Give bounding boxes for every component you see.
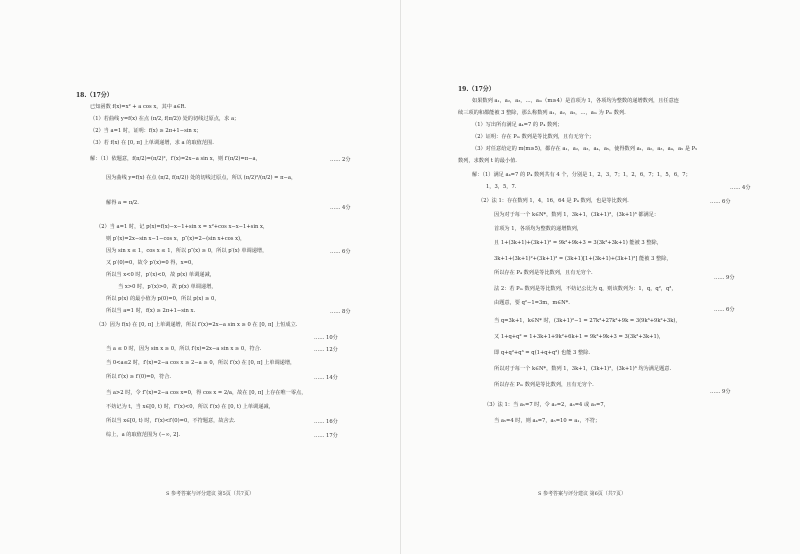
sol-line: 解：（1）依题意，f(π/2)=(π/2)²，f′(x)=2x−a sin x，则 f′(π/2)=π−a， (90, 156, 261, 162)
sol-line: 所以存在 P₄ 数列是等比数列，且有无穷个. (494, 270, 593, 276)
q19-part3: 数列，求数列 t 的最小值. (458, 158, 517, 164)
sol-line: 当 a>2 时，令 f″(x)=2−a cos x=0，得 cos x = 2/a，故在 [0, π] 上存在唯一零点， (106, 390, 307, 396)
points: …… 6分 (714, 307, 735, 313)
points: …… 4分 (330, 205, 351, 211)
q19-stem: 续三项的和都能被 3 整除，那么称数列 a₁，a₂，a₃，…，aₘ 为 Pₘ 数列. (458, 110, 626, 116)
sol-line: 解得 a = π/2. (106, 200, 139, 206)
sol-line: 当 x>0 时，p′(x)>0，故 p(x) 单调递增， (118, 284, 217, 290)
points: …… 14分 (314, 375, 338, 381)
sol-line: 不妨记为 t，当 x∈[0, t) 时，f″(x)<0，所以 f′(x) 在 [0, t) 上单调递减， (106, 404, 274, 410)
sol-line: 所以 f′(x) ≥ f′(0)=0，符合. (106, 374, 172, 380)
q18-part1: （1）若曲线 y=f(x) 在点 (π/2, f(π/2)) 处的切线过原点，求 a； (90, 116, 240, 122)
points: …… 16分 (314, 419, 338, 425)
sol-line: 因为对于每一个 k∈N*，数列 1，3k+1，(3k+1)²，(3k+1)³ 都满足： (494, 212, 660, 218)
points: …… 6分 (330, 249, 351, 255)
sol-line: 又 1+q+q² = 1+3k+1+9k²+6k+1 = 9k²+9k+3 = 3(3k²+3k+1)， (494, 334, 664, 340)
sol-line: 当 a ≤ 0 时，因为 sin x ≥ 0，所以 f′(x)=2x−a sin x ≥ 0，符合. (106, 346, 262, 352)
q19-part1: （1）写出所有满足 a₄=7 的 P₄ 数列； (472, 122, 563, 128)
page-footer: S 参考答案与评分建议 第5页（共7页） (166, 491, 254, 497)
q18-stem: 已知函数 f(x)=x² + a cos x，其中 a∈R. (90, 104, 186, 110)
right-page (400, 0, 800, 554)
sol-line: 且 1+(3k+1)+(3k+1)² = 9k²+9k+3 = 3(3k²+3k+1) 能被 3 整除， (494, 240, 662, 246)
sol-line: 所以当 x<0 时，p′(x)<0，故 p(x) 单调递减， (106, 272, 215, 278)
sol-line: 则 p′(x)=2x−sin x−1−cos x，p″(x)=2−(sin x+cos x)， (106, 236, 246, 242)
q19-part2: （2）证明：存在 Pₘ 数列是等比数列，且有无穷个； (472, 134, 595, 140)
sol-line: 因为曲线 y=f(x) 在点 (π/2, f(π/2)) 处的切线过原点，所以 (π/2)²/(π/2) = π−a， (106, 175, 297, 181)
points: …… 8分 (330, 309, 351, 315)
sol-line: 又 p′(0)=0，故令 p′(x)=0 得，x=0， (106, 260, 197, 266)
page-footer: S 参考答案与评分建议 第6页（共7页） (538, 491, 626, 497)
q18-part2: （2）当 a=1 时，证明：f(x) ≥ 2π+1−sin x； (90, 128, 202, 134)
sol-line: 因为 sin x ≤ 1，cos x ≤ 1，所以 p″(x) ≥ 0，所以 p′(x) 单调递增， (106, 248, 268, 254)
points: …… 6分 (710, 199, 731, 205)
points: …… 17分 (314, 433, 338, 439)
points: …… 4分 (730, 185, 751, 191)
points: …… 9分 (710, 389, 731, 395)
points: …… 2分 (330, 157, 351, 163)
sol-line: （2）法 1：存在数列 1，4，16，64 是 P₄ 数列，也是等比数列. (478, 198, 629, 204)
sol-line: （3）因为 f(x) 在 [0, π] 上单调递增，所以 f′(x)=2x−a sin x ≥ 0 在 [0, π] 上恒成立. (96, 322, 298, 328)
sol-line: 所以当 x∈[0, t) 时，f′(x)<f′(0)=0，不符题意，故舍去. (106, 418, 236, 424)
points: …… 10分 (314, 335, 338, 341)
points: …… 9分 (714, 275, 735, 281)
sol-line: 首项为 1，各项均为整数的递增数列， (494, 226, 582, 232)
q19-title: 19.（17分） (458, 86, 495, 93)
q19-part3: （3）对任意给定的 m(m≥5)，都存在 a₁，a₂，a₃，a₄，a₅，使得数列 a₁，a₂，a₃，a₄，a₅ 是 P₅ (472, 146, 698, 152)
q18-part3: （3）若 f(x) 在 [0, π] 上单调递增，求 a 的取值范围. (90, 140, 214, 146)
sol-line: 1，3，5，7. (486, 184, 517, 190)
sol-line: 所以 p(x) 的最小值为 p(0)=0，所以 p(x) ≥ 0， (106, 296, 220, 302)
sol-line: 当 0<a≤2 时，f′(x)=2−a cos x ≥ 2−a ≥ 0，所以 f′(x) 在 [0, π] 上单调递增， (106, 360, 296, 366)
sol-line: （2）当 a=1 时，记 p(x)=f(x)−x−1+sin x = x²+cos x−x−1+sin x， (96, 224, 269, 230)
points: …… 12分 (314, 347, 338, 353)
q19-stem: 如果数列 a₁，a₂，a₃，…，aₘ（m≥4）是首项为 1，各项均为整数的递增数列，且任意连 (472, 98, 679, 104)
sol-line: 所以存在 Pₘ 数列是等比数列，且有无穷个. (494, 382, 594, 388)
q18-title: 18.（17分） (76, 92, 113, 99)
sol-line: 解：（1）满足 a₄=7 的 P₄ 数列共有 4 个，分别是 1，2，3，7；1，2，6，7；1，5，6，7； (472, 172, 691, 178)
sol-line: 由题意，要 q²−1=3m，m∈N*. (494, 300, 570, 306)
sol-line: 法 2：若 Pₘ 数列是等比数列，不妨记公比为 q，则该数列为：1，q，q²，q³， (494, 286, 677, 292)
sol-line: 当 q=3k+1，k∈N* 时，(3k+1)²−1 = 27k³+27k²+9k = 3(9k³+9k²+3k)， (494, 318, 681, 324)
sol-line: 3k+1+(3k+1)²+(3k+1)³ = (3k+1)[1+(3k+1)+(3k+1)²] 能被 3 整除， (494, 256, 672, 262)
sol-line: 综上，a 的取值范围为 (−∞, 2]. (106, 432, 181, 438)
sol-line: 所以当 a=1 时，f(x) ≥ 2π+1−sin x. (106, 308, 196, 314)
sol-line: 当 a₅=4 时，则 a₄=7，a₅=10 = a₁，不符； (494, 418, 601, 424)
sol-line: （3）法 1：当 a₅=7 时，令 a₂=2，a₃=4 或 a₃=7， (484, 402, 609, 408)
sol-line: 即 q+q²+q³ = q(1+q+q²) 也能 3 整除. (494, 350, 591, 356)
sol-line: 所以对于每一个 k∈N*，数列 1，3k+1，(3k+1)²，(3k+1)³ 均为满足题意. (494, 366, 672, 372)
